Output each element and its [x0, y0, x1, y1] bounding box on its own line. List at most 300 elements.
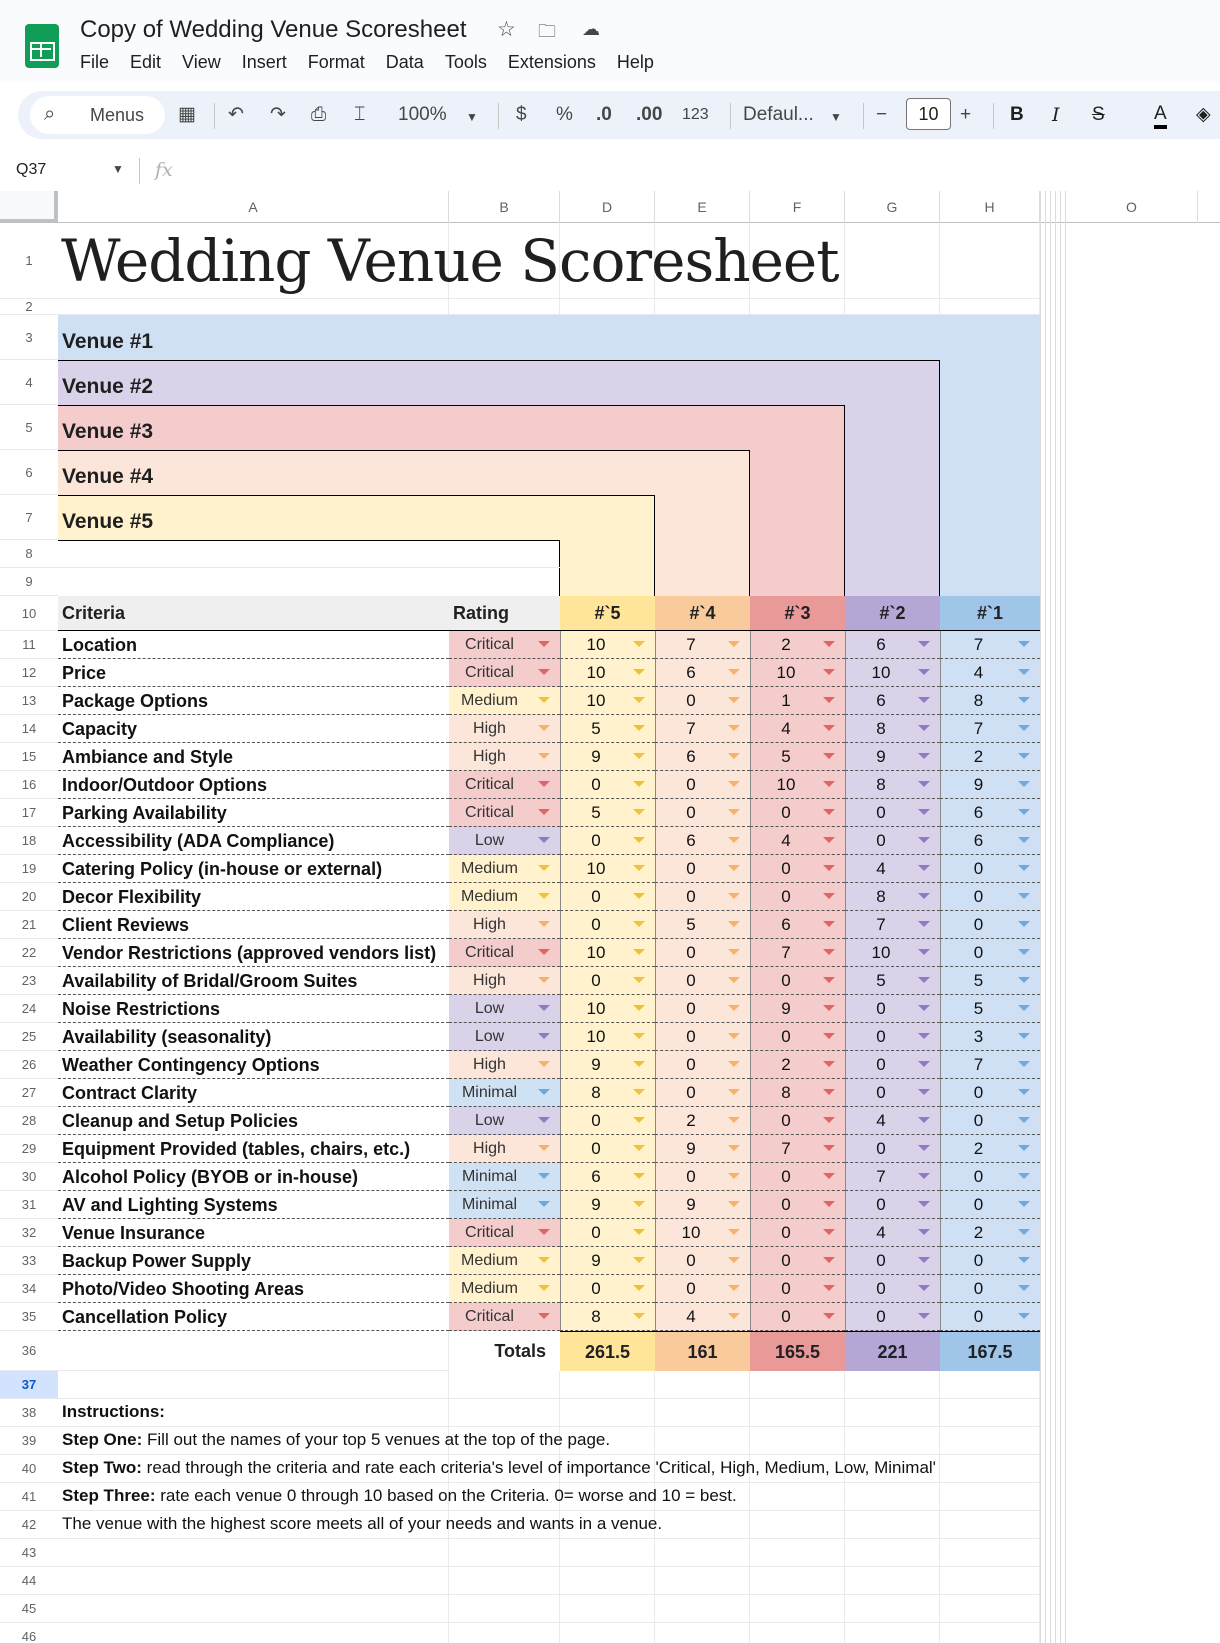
- dropdown-arrow-icon[interactable]: [538, 1173, 550, 1179]
- rating-dropdown[interactable]: [449, 855, 560, 883]
- paint-format-icon[interactable]: ⌶: [354, 104, 366, 125]
- menu-file[interactable]: File: [80, 52, 110, 72]
- menu-format[interactable]: Format: [307, 52, 365, 72]
- zoom-select[interactable]: 100%: [398, 104, 447, 125]
- dropdown-arrow-icon[interactable]: [1018, 1229, 1030, 1235]
- venue-5-score-dropdown[interactable]: [560, 939, 655, 967]
- star-icon[interactable]: ☆: [497, 18, 516, 41]
- venue-2-score-dropdown[interactable]: [845, 883, 940, 911]
- venue-4-score-dropdown[interactable]: [655, 911, 750, 939]
- venue-1-score-dropdown[interactable]: [940, 1219, 1040, 1247]
- venue-2-score-dropdown[interactable]: [845, 1303, 940, 1331]
- venue-2-score-dropdown[interactable]: [845, 1023, 940, 1051]
- row-header-19[interactable]: 19: [0, 855, 58, 883]
- rating-dropdown[interactable]: [449, 883, 560, 911]
- dropdown-arrow-icon[interactable]: [918, 837, 930, 843]
- venue-4-score-dropdown[interactable]: [655, 883, 750, 911]
- row-header-12[interactable]: 12: [0, 659, 58, 687]
- venue-1-score-dropdown[interactable]: [940, 1051, 1040, 1079]
- menu-extensions[interactable]: Extensions: [507, 52, 596, 72]
- venue-2-score-dropdown[interactable]: [845, 967, 940, 995]
- dropdown-arrow-icon[interactable]: [728, 1033, 740, 1039]
- venue-2-score-dropdown[interactable]: [845, 659, 940, 687]
- column-header-D[interactable]: D: [560, 191, 655, 223]
- venue-4-score-dropdown[interactable]: [655, 1191, 750, 1219]
- venue-2-score-dropdown[interactable]: [845, 855, 940, 883]
- dropdown-arrow-icon[interactable]: [538, 809, 550, 815]
- venue-5-score-dropdown[interactable]: [560, 1191, 655, 1219]
- dropdown-arrow-icon[interactable]: [728, 1117, 740, 1123]
- criteria-name[interactable]: Ambiance and Style: [58, 743, 449, 771]
- column-header-E[interactable]: E: [655, 191, 750, 223]
- dropdown-arrow-icon[interactable]: [633, 641, 645, 647]
- row-header-40[interactable]: 40: [0, 1455, 58, 1483]
- text-color-button[interactable]: A: [1154, 103, 1167, 129]
- venue-2-score-dropdown[interactable]: [845, 799, 940, 827]
- venue-column-header-1[interactable]: #`1: [940, 596, 1040, 631]
- venue-5-score-dropdown[interactable]: [560, 883, 655, 911]
- dropdown-arrow-icon[interactable]: [728, 1229, 740, 1235]
- row-header-35[interactable]: 35: [0, 1303, 58, 1331]
- venue-3-score-dropdown[interactable]: [750, 1163, 845, 1191]
- venue-2-score-dropdown[interactable]: [845, 687, 940, 715]
- venue-3-score-dropdown[interactable]: [750, 1107, 845, 1135]
- venue-4-score-dropdown[interactable]: [655, 1219, 750, 1247]
- currency-format-button[interactable]: $: [516, 104, 527, 125]
- dropdown-arrow-icon[interactable]: [823, 725, 835, 731]
- column-header-A[interactable]: A: [58, 191, 449, 223]
- decrease-font-size-button[interactable]: −: [876, 104, 888, 125]
- step-one-cell[interactable]: [62, 1430, 610, 1450]
- venue-1-score-dropdown[interactable]: [940, 631, 1040, 659]
- dropdown-arrow-icon[interactable]: [918, 725, 930, 731]
- dropdown-arrow-icon[interactable]: [1018, 837, 1030, 843]
- criteria-name[interactable]: Availability (seasonality): [58, 1023, 449, 1051]
- dropdown-arrow-icon[interactable]: [538, 1257, 550, 1263]
- dropdown-arrow-icon[interactable]: [1018, 1033, 1030, 1039]
- rating-dropdown[interactable]: [449, 1275, 560, 1303]
- venue-3-score-dropdown[interactable]: [750, 715, 845, 743]
- venue-3-score-dropdown[interactable]: [750, 771, 845, 799]
- dropdown-arrow-icon[interactable]: [728, 921, 740, 927]
- venue-1-score-dropdown[interactable]: [940, 1079, 1040, 1107]
- venue-name-2[interactable]: Venue #2: [62, 375, 154, 398]
- venue-5-score-dropdown[interactable]: [560, 799, 655, 827]
- venue-column-header-2[interactable]: #`2: [845, 596, 940, 631]
- criteria-name[interactable]: Weather Contingency Options: [58, 1051, 449, 1079]
- dropdown-arrow-icon[interactable]: [918, 1089, 930, 1095]
- dropdown-arrow-icon[interactable]: [633, 865, 645, 871]
- rating-dropdown[interactable]: [449, 771, 560, 799]
- dropdown-arrow-icon[interactable]: [538, 1005, 550, 1011]
- venue-3-score-dropdown[interactable]: [750, 827, 845, 855]
- rating-dropdown[interactable]: [449, 659, 560, 687]
- dropdown-arrow-icon[interactable]: [823, 949, 835, 955]
- criteria-name[interactable]: Cleanup and Setup Policies: [58, 1107, 449, 1135]
- dropdown-arrow-icon[interactable]: [633, 1145, 645, 1151]
- dropdown-arrow-icon[interactable]: [728, 1201, 740, 1207]
- dropdown-arrow-icon[interactable]: [633, 669, 645, 675]
- cloud-status-icon[interactable]: ☁: [582, 19, 600, 39]
- venue-1-score-dropdown[interactable]: [940, 1107, 1040, 1135]
- venue-3-total[interactable]: 165.5: [750, 1331, 845, 1371]
- dropdown-arrow-icon[interactable]: [918, 1229, 930, 1235]
- dropdown-arrow-icon[interactable]: [918, 1257, 930, 1263]
- venue-2-score-dropdown[interactable]: [845, 995, 940, 1023]
- dropdown-arrow-icon[interactable]: [633, 1313, 645, 1319]
- venue-name-5[interactable]: Venue #5: [62, 510, 154, 533]
- venue-5-score-dropdown[interactable]: [560, 827, 655, 855]
- dropdown-arrow-icon[interactable]: [538, 725, 550, 731]
- row-header-42[interactable]: 42: [0, 1511, 58, 1539]
- venue-1-score-dropdown[interactable]: [940, 827, 1040, 855]
- dropdown-arrow-icon[interactable]: [1018, 1313, 1030, 1319]
- criteria-name[interactable]: Indoor/Outdoor Options: [58, 771, 449, 799]
- row-header-27[interactable]: 27: [0, 1079, 58, 1107]
- venue-4-score-dropdown[interactable]: [655, 855, 750, 883]
- row-header-25[interactable]: 25: [0, 1023, 58, 1051]
- venue-1-score-dropdown[interactable]: [940, 967, 1040, 995]
- venue-4-score-dropdown[interactable]: [655, 687, 750, 715]
- row-header-3[interactable]: 3: [0, 315, 58, 360]
- dropdown-arrow-icon[interactable]: [823, 641, 835, 647]
- venue-4-score-dropdown[interactable]: [655, 1247, 750, 1275]
- criteria-name[interactable]: Noise Restrictions: [58, 995, 449, 1023]
- dropdown-arrow-icon[interactable]: [1018, 669, 1030, 675]
- print-icon[interactable]: ⎙: [311, 104, 327, 125]
- dropdown-arrow-icon[interactable]: [1018, 697, 1030, 703]
- rating-dropdown[interactable]: [449, 1219, 560, 1247]
- dropdown-arrow-icon[interactable]: [538, 1285, 550, 1291]
- dropdown-arrow-icon[interactable]: [823, 837, 835, 843]
- fill-color-icon[interactable]: ◈: [1196, 104, 1211, 125]
- dropdown-arrow-icon[interactable]: [538, 697, 550, 703]
- criteria-name[interactable]: Vendor Restrictions (approved vendors list): [58, 939, 449, 967]
- row-header-28[interactable]: 28: [0, 1107, 58, 1135]
- dropdown-arrow-icon[interactable]: [538, 669, 550, 675]
- venue-column-header-4[interactable]: #`4: [655, 596, 750, 631]
- venue-3-score-dropdown[interactable]: [750, 1303, 845, 1331]
- row-header-36[interactable]: 36: [0, 1331, 58, 1371]
- venue-5-score-dropdown[interactable]: [560, 1163, 655, 1191]
- venue-3-score-dropdown[interactable]: [750, 1247, 845, 1275]
- row-header-20[interactable]: 20: [0, 883, 58, 911]
- criteria-name[interactable]: Equipment Provided (tables, chairs, etc.): [58, 1135, 449, 1163]
- criteria-name[interactable]: Contract Clarity: [58, 1079, 449, 1107]
- venue-5-score-dropdown[interactable]: [560, 967, 655, 995]
- percent-format-button[interactable]: %: [556, 104, 573, 125]
- venue-5-score-dropdown[interactable]: [560, 1247, 655, 1275]
- venue-name-3[interactable]: Venue #3: [62, 420, 154, 443]
- venue-2-total[interactable]: 221: [845, 1331, 940, 1371]
- venue-3-score-dropdown[interactable]: [750, 799, 845, 827]
- menus-search[interactable]: [30, 96, 165, 134]
- criteria-name[interactable]: Capacity: [58, 715, 449, 743]
- row-header-6[interactable]: 6: [0, 450, 58, 495]
- dropdown-arrow-icon[interactable]: [633, 1089, 645, 1095]
- dropdown-arrow-icon[interactable]: [823, 1089, 835, 1095]
- dropdown-arrow-icon[interactable]: [823, 1005, 835, 1011]
- venue-5-score-dropdown[interactable]: [560, 911, 655, 939]
- row-header-41[interactable]: 41: [0, 1483, 58, 1511]
- venue-1-score-dropdown[interactable]: [940, 1163, 1040, 1191]
- rating-dropdown[interactable]: [449, 827, 560, 855]
- venue-4-score-dropdown[interactable]: [655, 771, 750, 799]
- dropdown-arrow-icon[interactable]: [728, 1313, 740, 1319]
- dropdown-arrow-icon[interactable]: [728, 809, 740, 815]
- venue-1-score-dropdown[interactable]: [940, 855, 1040, 883]
- column-header-B[interactable]: B: [449, 191, 560, 223]
- venue-4-score-dropdown[interactable]: [655, 1051, 750, 1079]
- instructions-heading-cell[interactable]: [62, 1402, 165, 1422]
- dropdown-arrow-icon[interactable]: [823, 1201, 835, 1207]
- venue-name-4[interactable]: Venue #4: [62, 465, 154, 488]
- criteria-name[interactable]: Decor Flexibility: [58, 883, 449, 911]
- venue-2-score-dropdown[interactable]: [845, 827, 940, 855]
- row-header-1[interactable]: 1: [0, 223, 58, 299]
- dropdown-arrow-icon[interactable]: [633, 1117, 645, 1123]
- venue-4-score-dropdown[interactable]: [655, 1163, 750, 1191]
- venue-1-score-dropdown[interactable]: [940, 1303, 1040, 1331]
- row-header-9[interactable]: 9: [0, 568, 58, 596]
- criteria-name[interactable]: Cancellation Policy: [58, 1303, 449, 1331]
- dropdown-arrow-icon[interactable]: [1018, 1117, 1030, 1123]
- venue-4-score-dropdown[interactable]: [655, 715, 750, 743]
- rating-dropdown[interactable]: [449, 1051, 560, 1079]
- venue-3-score-dropdown[interactable]: [750, 883, 845, 911]
- row-header-30[interactable]: 30: [0, 1163, 58, 1191]
- dropdown-arrow-icon[interactable]: [823, 753, 835, 759]
- increase-font-size-button[interactable]: +: [960, 104, 972, 125]
- venue-1-score-dropdown[interactable]: [940, 1023, 1040, 1051]
- venue-5-score-dropdown[interactable]: [560, 1135, 655, 1163]
- rating-dropdown[interactable]: [449, 1135, 560, 1163]
- rating-dropdown[interactable]: [449, 799, 560, 827]
- venue-2-score-dropdown[interactable]: [845, 1163, 940, 1191]
- venue-5-score-dropdown[interactable]: [560, 995, 655, 1023]
- row-header-11[interactable]: 11: [0, 631, 58, 659]
- criteria-name[interactable]: Client Reviews: [58, 911, 449, 939]
- dropdown-arrow-icon[interactable]: [728, 669, 740, 675]
- dropdown-arrow-icon[interactable]: [633, 1033, 645, 1039]
- font-size-input[interactable]: 10: [906, 98, 951, 130]
- dropdown-arrow-icon[interactable]: [823, 1117, 835, 1123]
- dropdown-arrow-icon[interactable]: [1018, 1145, 1030, 1151]
- dropdown-arrow-icon[interactable]: [918, 1313, 930, 1319]
- venue-4-score-dropdown[interactable]: [655, 631, 750, 659]
- dropdown-arrow-icon[interactable]: [633, 1285, 645, 1291]
- dropdown-arrow-icon[interactable]: [1018, 753, 1030, 759]
- venue-5-score-dropdown[interactable]: [560, 659, 655, 687]
- venue-5-score-dropdown[interactable]: [560, 715, 655, 743]
- venue-4-score-dropdown[interactable]: [655, 799, 750, 827]
- venue-5-score-dropdown[interactable]: [560, 1275, 655, 1303]
- venue-3-score-dropdown[interactable]: [750, 855, 845, 883]
- dropdown-arrow-icon[interactable]: [1018, 1285, 1030, 1291]
- dropdown-arrow-icon[interactable]: [633, 725, 645, 731]
- dropdown-arrow-icon[interactable]: [538, 641, 550, 647]
- dropdown-arrow-icon[interactable]: [918, 1061, 930, 1067]
- column-header-H[interactable]: H: [940, 191, 1040, 223]
- venue-1-score-dropdown[interactable]: [940, 1247, 1040, 1275]
- venue-2-score-dropdown[interactable]: [845, 631, 940, 659]
- row-header-21[interactable]: 21: [0, 911, 58, 939]
- dropdown-arrow-icon[interactable]: [1018, 641, 1030, 647]
- venue-2-score-dropdown[interactable]: [845, 939, 940, 967]
- dropdown-arrow-icon[interactable]: [918, 641, 930, 647]
- venue-5-score-dropdown[interactable]: [560, 771, 655, 799]
- venue-5-score-dropdown[interactable]: [560, 1107, 655, 1135]
- venue-2-score-dropdown[interactable]: [845, 1247, 940, 1275]
- venue-4-score-dropdown[interactable]: [655, 1079, 750, 1107]
- dropdown-arrow-icon[interactable]: [1018, 893, 1030, 899]
- row-header-14[interactable]: 14: [0, 715, 58, 743]
- venue-1-score-dropdown[interactable]: [940, 687, 1040, 715]
- row-header-15[interactable]: 15: [0, 743, 58, 771]
- dropdown-arrow-icon[interactable]: [823, 1173, 835, 1179]
- dropdown-arrow-icon[interactable]: [918, 1285, 930, 1291]
- dropdown-arrow-icon[interactable]: [918, 1201, 930, 1207]
- dropdown-arrow-icon[interactable]: [728, 865, 740, 871]
- dropdown-arrow-icon[interactable]: [823, 1061, 835, 1067]
- dropdown-arrow-icon[interactable]: [918, 1117, 930, 1123]
- rating-dropdown[interactable]: [449, 743, 560, 771]
- venue-3-score-dropdown[interactable]: [750, 1219, 845, 1247]
- venue-1-score-dropdown[interactable]: [940, 911, 1040, 939]
- venue-3-score-dropdown[interactable]: [750, 1135, 845, 1163]
- dropdown-arrow-icon[interactable]: [538, 1145, 550, 1151]
- rating-dropdown[interactable]: [449, 631, 560, 659]
- dropdown-arrow-icon[interactable]: [633, 809, 645, 815]
- venue-3-score-dropdown[interactable]: [750, 1023, 845, 1051]
- rating-dropdown[interactable]: [449, 687, 560, 715]
- dropdown-arrow-icon[interactable]: [633, 1257, 645, 1263]
- undo-icon[interactable]: ↶: [228, 104, 244, 125]
- number-format-button[interactable]: 123: [682, 106, 709, 123]
- venue-3-score-dropdown[interactable]: [750, 995, 845, 1023]
- dropdown-arrow-icon[interactable]: [633, 697, 645, 703]
- venue-5-score-dropdown[interactable]: [560, 687, 655, 715]
- venue-1-score-dropdown[interactable]: [940, 883, 1040, 911]
- row-header-43[interactable]: 43: [0, 1539, 58, 1567]
- select-all-corner[interactable]: [0, 191, 58, 223]
- venue-4-score-dropdown[interactable]: [655, 1303, 750, 1331]
- dropdown-arrow-icon[interactable]: [633, 977, 645, 983]
- venue-3-score-dropdown[interactable]: [750, 1275, 845, 1303]
- dropdown-arrow-icon[interactable]: [823, 697, 835, 703]
- venue-5-score-dropdown[interactable]: [560, 1079, 655, 1107]
- venue-name-1[interactable]: Venue #1: [62, 330, 154, 353]
- dropdown-arrow-icon[interactable]: [728, 977, 740, 983]
- row-header-29[interactable]: 29: [0, 1135, 58, 1163]
- column-header-O[interactable]: O: [1066, 191, 1198, 223]
- criteria-name[interactable]: Price: [58, 659, 449, 687]
- row-header-39[interactable]: 39: [0, 1427, 58, 1455]
- dropdown-arrow-icon[interactable]: [823, 781, 835, 787]
- venue-1-score-dropdown[interactable]: [940, 1191, 1040, 1219]
- rating-dropdown[interactable]: [449, 715, 560, 743]
- zoom-chevron-down-icon[interactable]: ▼: [466, 110, 478, 124]
- venue-5-score-dropdown[interactable]: [560, 743, 655, 771]
- italic-button[interactable]: I: [1052, 104, 1060, 126]
- dropdown-arrow-icon[interactable]: [538, 977, 550, 983]
- dropdown-arrow-icon[interactable]: [918, 1033, 930, 1039]
- dropdown-arrow-icon[interactable]: [633, 1061, 645, 1067]
- row-header-24[interactable]: 24: [0, 995, 58, 1023]
- dropdown-arrow-icon[interactable]: [633, 1201, 645, 1207]
- step-three-cell[interactable]: [62, 1486, 737, 1506]
- dropdown-arrow-icon[interactable]: [918, 977, 930, 983]
- row-header-4[interactable]: 4: [0, 360, 58, 405]
- dropdown-arrow-icon[interactable]: [1018, 865, 1030, 871]
- venue-2-score-dropdown[interactable]: [845, 1191, 940, 1219]
- venue-1-total[interactable]: 167.5: [940, 1331, 1040, 1371]
- venue-2-score-dropdown[interactable]: [845, 1275, 940, 1303]
- dropdown-arrow-icon[interactable]: [918, 781, 930, 787]
- dropdown-arrow-icon[interactable]: [728, 1005, 740, 1011]
- dropdown-arrow-icon[interactable]: [538, 781, 550, 787]
- venue-3-score-dropdown[interactable]: [750, 743, 845, 771]
- dropdown-arrow-icon[interactable]: [728, 725, 740, 731]
- dropdown-arrow-icon[interactable]: [728, 697, 740, 703]
- bold-button[interactable]: B: [1010, 104, 1024, 125]
- sheets-logo-icon[interactable]: [25, 24, 59, 68]
- dropdown-arrow-icon[interactable]: [1018, 1173, 1030, 1179]
- dropdown-arrow-icon[interactable]: [728, 1145, 740, 1151]
- venue-5-score-dropdown[interactable]: [560, 631, 655, 659]
- row-header-45[interactable]: 45: [0, 1595, 58, 1623]
- row-header-16[interactable]: 16: [0, 771, 58, 799]
- venue-3-score-dropdown[interactable]: [750, 1079, 845, 1107]
- venue-2-score-dropdown[interactable]: [845, 771, 940, 799]
- dropdown-arrow-icon[interactable]: [918, 669, 930, 675]
- step-two-cell[interactable]: [62, 1458, 936, 1478]
- venue-5-score-dropdown[interactable]: [560, 855, 655, 883]
- dropdown-arrow-icon[interactable]: [918, 921, 930, 927]
- venue-3-score-dropdown[interactable]: [750, 659, 845, 687]
- criteria-header[interactable]: Criteria: [58, 596, 449, 631]
- venue-4-score-dropdown[interactable]: [655, 939, 750, 967]
- venue-4-score-dropdown[interactable]: [655, 827, 750, 855]
- dropdown-arrow-icon[interactable]: [823, 1257, 835, 1263]
- criteria-name[interactable]: Package Options: [58, 687, 449, 715]
- dropdown-arrow-icon[interactable]: [1018, 921, 1030, 927]
- dropdown-arrow-icon[interactable]: [538, 753, 550, 759]
- dropdown-arrow-icon[interactable]: [918, 865, 930, 871]
- venue-4-score-dropdown[interactable]: [655, 1023, 750, 1051]
- venue-5-score-dropdown[interactable]: [560, 1051, 655, 1079]
- venue-3-score-dropdown[interactable]: [750, 631, 845, 659]
- name-box-chevron-down-icon[interactable]: ▼: [112, 162, 124, 176]
- venue-3-score-dropdown[interactable]: [750, 1051, 845, 1079]
- venue-2-score-dropdown[interactable]: [845, 1135, 940, 1163]
- criteria-name[interactable]: Catering Policy (in-house or external): [58, 855, 449, 883]
- venue-4-score-dropdown[interactable]: [655, 743, 750, 771]
- venue-4-score-dropdown[interactable]: [655, 1107, 750, 1135]
- venue-4-score-dropdown[interactable]: [655, 995, 750, 1023]
- venue-4-score-dropdown[interactable]: [655, 1135, 750, 1163]
- rating-dropdown[interactable]: [449, 939, 560, 967]
- dropdown-arrow-icon[interactable]: [823, 865, 835, 871]
- rating-dropdown[interactable]: [449, 1163, 560, 1191]
- dropdown-arrow-icon[interactable]: [1018, 1257, 1030, 1263]
- row-header-13[interactable]: 13: [0, 687, 58, 715]
- venue-3-score-dropdown[interactable]: [750, 1191, 845, 1219]
- font-chevron-down-icon[interactable]: ▼: [830, 110, 842, 124]
- dropdown-arrow-icon[interactable]: [538, 837, 550, 843]
- dropdown-arrow-icon[interactable]: [1018, 1201, 1030, 1207]
- dropdown-arrow-icon[interactable]: [1018, 1089, 1030, 1095]
